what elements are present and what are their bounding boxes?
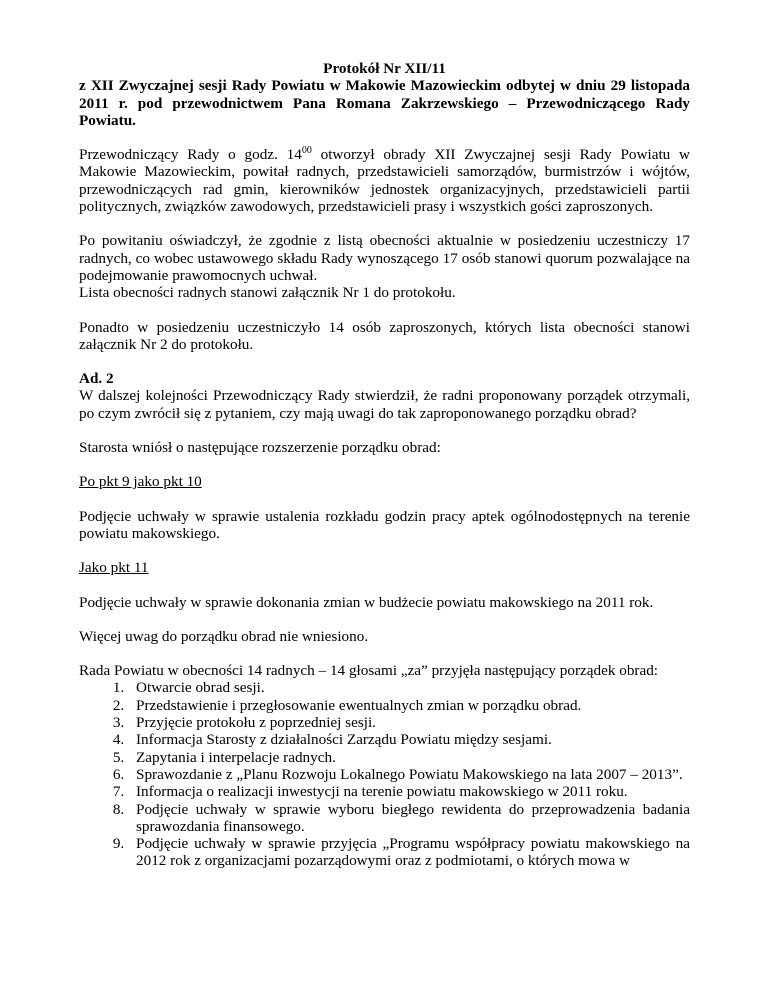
time-superscript: 00 [301,145,312,157]
paragraph-attachment-1: Lista obecności radnych stanowi załącznik Nr 1 do protokołu. [79,284,456,302]
heading-point-11: Jako pkt 11 [79,559,149,577]
paragraph-starosta: Starosta wniósł o następujące rozszerzenie porządku obrad: [79,439,441,457]
paragraph-agenda-question: W dalszej kolejności Przewodniczący Rady stwierdził, że radni proponowany porządek otrzymali, po czym zwrócił się z pytaniem, czy mają uwagi do tak zaproponowanego porządku obrad? [79,387,690,422]
list-item: 3. Przyjęcie protokołu z poprzedniej sesji. [128,714,690,731]
document-subtitle: z XII Zwyczajnej sesji Rady Powiatu w Makowie Mazowieckim odbytej w dniu 29 listopada 2011 r. pod przewodnictwem Pana Romana Zakrzewskiego – Przewodniczącego Rady Powiatu. [79,77,690,129]
document-page [79,60,690,870]
section-heading-ad2: Ad. 2 [79,370,114,388]
list-item: 4. Informacja Starosty z działalności Zarządu Powiatu między sesjami. [128,731,690,748]
paragraph-guests: Ponadto w posiedzeniu uczestniczyło 14 osób zaproszonych, których lista obecności stanowi załącznik Nr 2 do protokołu. [79,318,690,353]
list-item: 2. Przedstawienie i przegłosowanie ewentualnych zmian w porządku obrad. [128,697,690,714]
agenda-list [79,679,690,869]
paragraph-no-remarks: Więcej uwag do porządku obrad nie wniesiono. [79,627,369,645]
list-item: 5. Zapytania i interpelacje radnych. [128,749,690,766]
paragraph-point-10: Podjęcie uchwały w sprawie ustalenia rozkładu godzin pracy aptek ogólnodostępnych na terenie powiatu makowskiego. [79,507,690,542]
document-title: Protokół Nr XII/11 [323,60,446,77]
paragraph-point-11: Podjęcie uchwały w sprawie dokonania zmian w budżecie powiatu makowskiego na 2011 rok. [79,593,654,611]
list-item: 1. Otwarcie obrad sesji. [128,679,690,696]
paragraph-opening [79,146,690,215]
list-item: 6. Sprawozdanie z „Planu Rozwoju Lokalnego Powiatu Makowskiego na lata 2007 – 2013”. [128,766,690,783]
list-item: 7. Informacja o realizacji inwestycji na terenie powiatu makowskiego w 2011 roku. [128,783,690,800]
opening-text: Przewodniczący Rady o godz. 14 [79,146,302,164]
heading-point-10: Po pkt 9 jako pkt 10 [79,473,202,491]
paragraph-vote: Rada Powiatu w obecności 14 radnych – 14 głosami „za” przyjęła następujący porządek obrad: [79,662,659,680]
paragraph-quorum: Po powitaniu oświadczył, że zgodnie z listą obecności aktualnie w posiedzeniu uczestniczy 17 radnych, co wobec ustawowego składu Rady wynoszącego 17 osób stanowi quorum pozwalające na podejmowanie prawomocnych uchwał. [79,232,690,284]
list-item: 9. Podjęcie uchwały w sprawie przyjęcia „Programu współpracy powiatu makowskiego na 2012 rok z organizacjami pozarządowymi oraz z podmiotami, o których mowa w [128,835,690,870]
opening-text-rest: otworzył obrady XII Zwyczajnej sesji Rady Powiatu w Makowie Mazowieckim, powitał radnych, przedstawicieli samorządów, burmistrzów i wójtów, przewodniczących rad gmin, kierowników jednostek organizacyjnych, przedstawicieli partii politycznych, związków zawodowych, przedstawicieli prasy i wszystkich gości zaproszonych. [79,146,691,216]
list-item: 8. Podjęcie uchwały w sprawie wyboru biegłego rewidenta do przeprowadzenia badania sprawozdania finansowego. [128,801,690,836]
